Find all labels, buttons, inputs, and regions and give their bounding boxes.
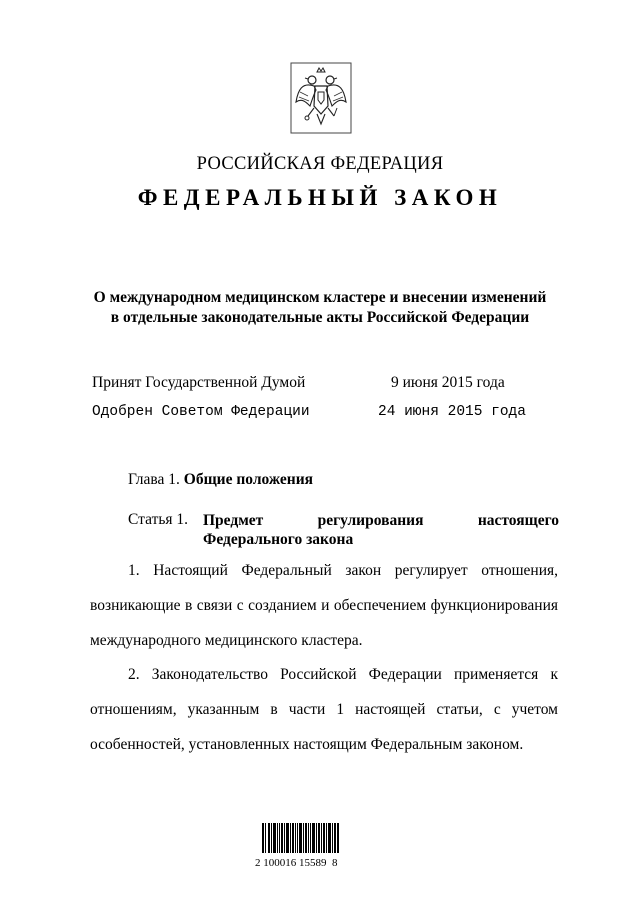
paragraph-2-line-3: особенностей, установленных настоящим Федеральным законом.	[90, 736, 524, 753]
paragraph-1-line-1: 1. Настоящий Федеральный закон регулирует отношения,	[128, 562, 558, 579]
barcode-number: 2 100016 15589 8	[255, 857, 338, 869]
duma-adoption-label: Принят Государственной Думой	[92, 374, 306, 391]
paragraph-1-line-2: возникающие в связи с созданием и обеспечением функционирования	[90, 597, 558, 614]
duma-adoption-date: 9 июня 2015 года	[391, 374, 505, 391]
coat-of-arms-icon	[290, 62, 352, 134]
law-type-title: ФЕДЕРАЛЬНЫЙ ЗАКОН	[137, 185, 503, 210]
law-subject	[70, 288, 570, 328]
chapter-title: Общие положения	[183, 471, 314, 488]
council-approval-label: Одобрен Советом Федерации	[92, 404, 310, 420]
paragraph-2-line-1: 2. Законодательство Российской Федерации применяется к	[128, 666, 558, 683]
chapter-number: Глава 1.	[128, 471, 180, 488]
article-title: Предмет регулирования настоящего Федерального закона	[203, 512, 559, 548]
article-number: Статья 1.	[128, 511, 189, 528]
law-subject-line-2: в отдельные законодательные акты Российской Федерации	[110, 309, 530, 326]
law-subject-line-1: О международном медицинском кластере и внесении изменений	[93, 289, 547, 306]
paragraph-2-line-2: отношениям, указанным в части 1 настоящей статьи, с учетом	[90, 701, 558, 718]
chapter-heading	[128, 471, 313, 489]
paragraph-1-line-3: международного медицинского кластера.	[90, 632, 363, 649]
country-name: РОССИЙСКАЯ ФЕДЕРАЦИЯ	[196, 154, 444, 174]
barcode-icon	[262, 823, 340, 853]
council-approval-date: 24 июня 2015 года	[378, 404, 526, 420]
